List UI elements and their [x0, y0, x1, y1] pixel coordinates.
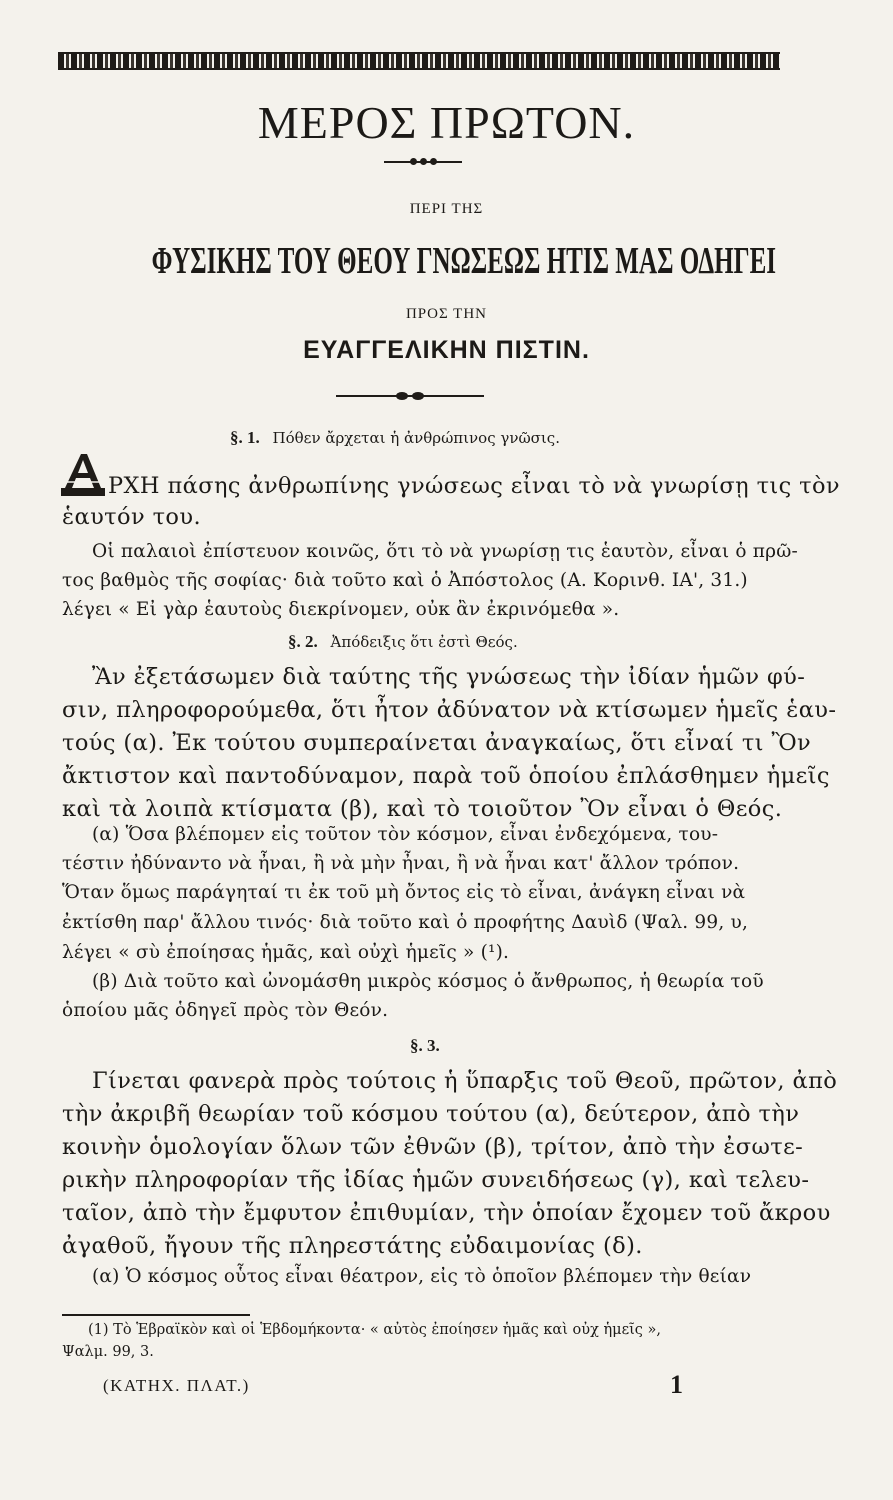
section-1-p2-line1: Οἱ παλαιοὶ ἐπίστευον κοινῶς, ὅτι τὸ νὰ γνωρίσῃ τις ἑαυτὸν, εἶναι ὁ πρῶ- — [92, 541, 798, 562]
footnote-line1: (1) Τὸ Ἑβραϊκὸν καὶ οἱ Ἑβδομήκοντα· « αὐτὸς ἐποίησεν ἡμᾶς καὶ οὐχ ἡμεῖς », — [88, 1322, 661, 1338]
section-1-p1-line1: ΡΧΗ πάσης ἀνθρωπίνης γνώσεως εἶναι τὸ νὰ γνωρίσῃ τις τὸν — [108, 473, 840, 499]
section-2-heading — [288, 632, 518, 652]
section-2-line: τούς (α). Ἐκ τούτου συμπεραίνεται ἀναγκαίως, ὅτι εἶναί τι Ὂν — [62, 730, 812, 756]
section-1-p2-line2: τος βαθμὸς τῆς σοφίας· διὰ τοῦτο καὶ ὁ Ἀπόστολος (Α. Κορινθ. ΙΑ', 31.) — [62, 570, 748, 591]
section-3-line: ρικὴν πληροφορίαν τῆς ἰδίας ἡμῶν συνειδήσεως (γ), καὶ τελευ- — [62, 1167, 810, 1193]
section-2-number: §. 2. — [288, 632, 318, 651]
section-2-line: σιν, πληροφορούμεθα, ὅτι ἦτον ἀδύνατον νὰ κτίσωμεν ἡμεῖς ἑαυ- — [62, 697, 837, 723]
page-number: 1 — [670, 1370, 683, 1399]
section-3-number: §. 3. — [410, 1036, 440, 1055]
section-divider — [336, 395, 484, 397]
section-2-note-line: τέστιν ἠδύναντο νὰ ἦναι, ἢ νὰ μὴν ἦναι, ἢ νὰ ἦναι κατ' ἄλλον τρόπον. — [62, 853, 740, 874]
section-2-note-line: (α) Ὅσα βλέπομεν εἰς τοῦτον τὸν κόσμον, εἶναι ἐνδεχόμενα, του- — [92, 824, 719, 845]
part-title: ΜΕΡΟΣ ΠΡΩΤΟΝ. — [257, 97, 636, 148]
section-2-line: καὶ τὰ λοιπὰ κτίσματα (β), καὶ τὸ τοιοῦτον Ὂν εἶναι ὁ Θεός. — [62, 796, 783, 822]
section-2-note-line: ἐκτίσθη παρ' ἄλλου τινός· διὰ τοῦτο καὶ ὁ προφήτης Δαυὶδ (Ψαλ. 99, υ, — [62, 912, 749, 933]
title-divider — [384, 161, 462, 163]
section-1-p2-line3: λέγει « Εἰ γὰρ ἑαυτοὺς διεκρίνομεν, οὐκ ἂν ἐκρινόμεθα ». — [62, 599, 620, 620]
peri-label: ΠΕΡΙ ΤΗΣ — [409, 201, 484, 217]
subject-title: ΦΥΣΙΚΗΣ ΤΟΥ ΘΕΟΥ ΓΝΩΣΕΩΣ ΗΤΙΣ ΜΑΣ ΟΔΗΓΕΙ — [151, 240, 777, 282]
footnote-rule — [62, 1314, 250, 1316]
section-2-note-line: ὁποίου μᾶς ὁδηγεῖ πρὸς τὸν Θεόν. — [62, 1000, 389, 1021]
top-ornament-border — [58, 52, 780, 70]
section-2-title: Ἀπόδειξις ὅτι ἐστὶ Θεός. — [330, 633, 518, 651]
section-2-note-line: Ὅταν ὅμως παράγηταί τι ἐκ τοῦ μὴ ὄντος εἰς τὸ εἶναι, ἀνάγκη εἶναι νὰ — [62, 882, 746, 903]
section-3-line: τὴν ἀκριβῆ θεωρίαν τοῦ κόσμου τούτου (α), δεύτερον, ἀπὸ τὴν — [62, 1101, 800, 1127]
footnote-line2: Ψαλμ. 99, 3. — [62, 1344, 154, 1360]
pros-label: ΠΡΟΣ ΤΗΝ — [405, 306, 488, 322]
signature-mark: (ΚΑΤΗΧ. ΠΛΑΤ.) — [103, 1376, 250, 1395]
section-1-title: Πόθεν ἄρχεται ἡ ἀνθρώπινος γνῶσις. — [272, 429, 560, 447]
section-3-line: ταῖον, ἀπὸ τὴν ἔμφυτον ἐπιθυμίαν, τὴν ὁποίαν ἔχομεν τοῦ ἄκρου — [62, 1200, 831, 1226]
section-3-note-a: (α) Ὁ κόσμος οὗτος εἶναι θέατρον, εἰς τὸ ὁποῖον βλέπομεν τὴν θείαν — [92, 1266, 752, 1287]
section-1-number: §. 1. — [230, 428, 260, 447]
dropcap-alpha-icon — [61, 452, 105, 498]
section-3-line: Γίνεται φανερὰ πρὸς τούτοις ἡ ὕπαρξις τοῦ Θεοῦ, πρῶτον, ἀπὸ — [92, 1068, 838, 1094]
section-3-line: ἀγαθοῦ, ἤγουν τῆς πληρεστάτης εὐδαιμονίας (δ). — [62, 1233, 643, 1259]
section-2-note-line: (β) Διὰ τοῦτο καὶ ὠνομάσθη μικρὸς κόσμος ὁ ἄνθρωπος, ἡ θεωρία τοῦ — [92, 971, 764, 992]
section-3-heading — [410, 1036, 440, 1056]
section-2-note-line: λέγει « σὺ ἐποίησας ἡμᾶς, καὶ οὐχὶ ἡμεῖς » (¹). — [62, 942, 510, 963]
faith-title: ΕΥΑΓΓΕΛΙΚΗΝ ΠΙΣΤΙΝ. — [303, 336, 590, 364]
section-2-line: Ἂν ἐξετάσωμεν διὰ ταύτης τῆς γνώσεως τὴν ἰδίαν ἡμῶν φύ- — [92, 664, 806, 690]
section-2-line: ἄκτιστον καὶ παντοδύναμον, παρὰ τοῦ ὁποίου ἐπλάσθημεν ἡμεῖς — [62, 763, 830, 789]
section-1-heading — [230, 428, 560, 448]
section-1-p1-line2: ἑαυτόν του. — [62, 504, 201, 530]
section-3-line: κοινὴν ὁμολογίαν ὅλων τῶν ἐθνῶν (β), τρίτον, ἀπὸ τὴν ἐσωτε- — [62, 1134, 804, 1160]
